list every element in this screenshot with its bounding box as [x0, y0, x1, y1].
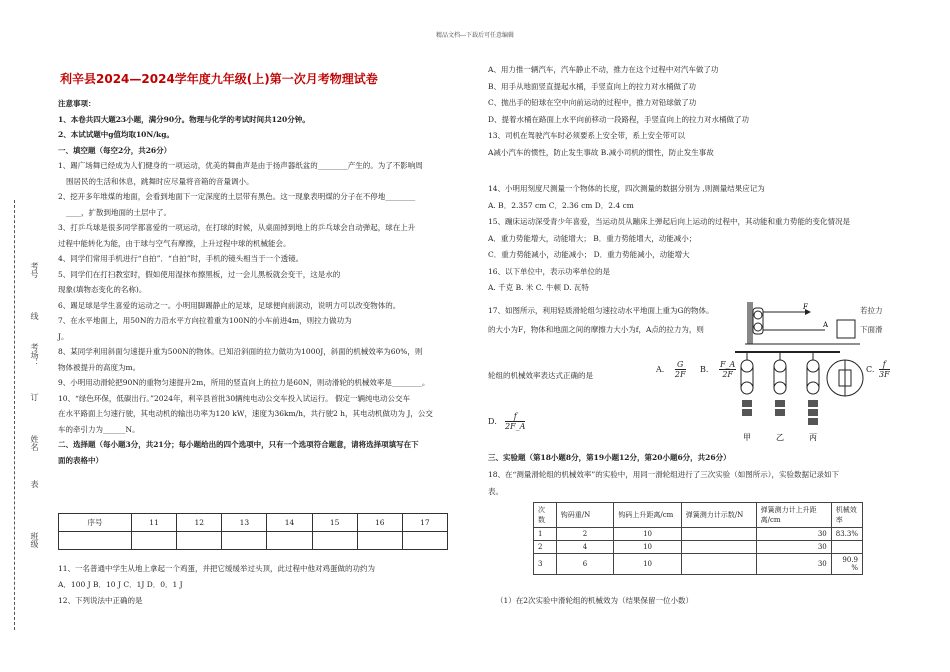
side-label-kaochang: 考场： [30, 343, 39, 367]
q8-line1: 8、某同学利用斜面匀速提升重为500N的物体。已知沿斜面的拉力做功为1000J，斜面的机械效率为60%，则 [58, 347, 423, 356]
answer-table-head-cell: 13 [222, 514, 267, 532]
exp-head-cell: 次数 [534, 503, 557, 528]
answer-table-head-cell: 14 [267, 514, 312, 532]
right-column-mid [488, 181, 928, 297]
answer-table-head-cell: 15 [312, 514, 357, 532]
q14-options: A. B．2.357 cm C．2.36 cm D．2.4 cm [488, 200, 634, 210]
exp-cell: 10 [614, 554, 681, 575]
exp-cell: 4 [556, 541, 614, 554]
pulley-wheel [754, 311, 762, 319]
exp-head-cell: 弹簧测力计上升距离/cm [756, 503, 831, 528]
q17-line1-tail: 若拉力 [860, 306, 883, 315]
side-label-xian: 线 [30, 312, 39, 320]
q10-line1: 10、“绿色环保，低碳出行。”2024年，利辛县首批30辆纯电动公交车投入试运行。 假定一辆纯电动公交车 [58, 393, 410, 403]
answer-table-head-cell: 序号 [59, 514, 132, 532]
weight [808, 400, 818, 407]
pulley-systems-figure [735, 348, 865, 443]
q13-options: A减小汽车的惯性，防止发生事故 B.减小司机的惯性，防止发生事故 [488, 147, 714, 157]
label-bing: 丙 [809, 433, 817, 442]
exp-cell: 6 [556, 554, 614, 575]
q15-options-cd: C．重力势能减小，动能减小； D．重力势能减小，动能增大 [488, 250, 690, 259]
fraction-c: $\frac{f}{3F}$ [878, 360, 890, 379]
q7-line2: J。 [58, 331, 69, 341]
pulley-wheel [741, 382, 753, 394]
answer-cell[interactable] [59, 532, 132, 550]
pulley-wheel [741, 360, 753, 372]
notice-1: 1、本卷共四大题23小题，满分90分。物理与化学的考试时间共120分钟。 [58, 114, 310, 124]
exp-cell: 30 [756, 528, 831, 541]
q17-line2: 的大小为F，物体和地面之间的摩擦力大小为f，A点的拉力为，则 [488, 325, 704, 334]
q11: 11、一名普通中学生从地上拿起一个鸡蛋，并把它缓缓举过头顶，此过程中他对鸡蛋做的功约为 [58, 564, 376, 573]
side-label-class: 班级 [30, 532, 39, 548]
answer-table [58, 513, 448, 550]
label-A: A [823, 321, 829, 329]
exp-cell: 10 [614, 541, 681, 554]
q11-options: A．100 J B．10 J C．1J D．0．1 J [58, 580, 183, 589]
q18-line1: 18、在“测量滑轮组的机械效率”的实验中，用同一滑轮组进行了三次实验（如图所示），实验数据记录如下 [488, 470, 839, 479]
q1-line2: 围居民的生活和休息，跳舞时应尽量将音箱的音量调小。 [66, 176, 254, 186]
q8-line2: 物体被提升的高度为m。 [58, 362, 141, 372]
q2-line1: 2、挖开多年堆煤的地面，会看到地面下一定深度的土层带有黑色。这一现象表明煤的分子在不停地________ [58, 192, 416, 201]
q9: 9、小明用动滑轮把90N的重物匀速提升2m，所用的竖直向上的拉力是60N，则动滑轮的机械效率是________。 [58, 378, 430, 387]
exp-head-cell: 弹簧测力计示数/N [681, 503, 756, 528]
q15-options-ab: A．重力势能增大，动能增大； B．重力势能增大，动能减小； [488, 233, 697, 243]
experiment-table-header [534, 503, 863, 528]
q3-line1: 3、打乒乓球是很多同学都喜爱的一项运动，在打球的时候，从桌面掉到地上的乒乓球会自动弹起，球在上升 [58, 223, 416, 232]
q17-option-b: B. $\frac{F\_A}{2F}$ [700, 360, 736, 379]
weight [742, 409, 752, 416]
exp-cell[interactable] [681, 554, 756, 575]
q17-line1: 17、如图所示，利用轻质滑轮组匀速拉动水平地面上重为G的物体。 [488, 306, 714, 315]
object-block [837, 320, 855, 338]
q7-line1: 7、在水平地面上，用50N的力沿水平方向拉着重为100N的小车前进4m，则拉力做功为 [58, 316, 352, 325]
exp-cell: 1 [534, 528, 557, 541]
label-yi: 乙 [776, 433, 784, 442]
q17-option-c: C. $\frac{f}{3F}$ [866, 360, 890, 379]
answer-cell[interactable] [177, 532, 222, 550]
answer-cell[interactable] [267, 532, 312, 550]
exp-head-cell: 钩码重/N [556, 503, 614, 528]
notice-title: 注意事项： [58, 99, 96, 108]
answer-table-head-cell: 17 [402, 514, 447, 532]
section-1-heading: 一、填空题（每空2分，共26分） [58, 145, 172, 155]
q12-option-b: B、用手从地面竖直提起水桶，手竖直向上的拉力对水桶做了功 [488, 81, 697, 91]
q12-option-c: C、抛出手的铅球在空中向前运动的过程中，推力对铅球做了功 [488, 98, 697, 107]
answer-cell[interactable] [357, 532, 402, 550]
pulley-wheel [807, 360, 819, 372]
pulley-frame [753, 308, 763, 334]
binding-line [14, 200, 15, 630]
q5-line2: 现象(填物态变化的名称)。 [58, 285, 147, 294]
q15-stem: 15、蹦床运动深受青少年喜爱，当运动员从蹦床上弹起后向上运动的过程中，其动能和重力势能的变化情况是 [488, 217, 851, 226]
answer-table-head-cell: 12 [177, 514, 222, 532]
side-label-kaohao: 考号 [30, 262, 39, 278]
pulley-wheel [754, 323, 762, 331]
q17-line2-tail: 下面滑 [860, 325, 883, 334]
answer-table-head-cell: 16 [357, 514, 402, 532]
weight [775, 400, 785, 407]
fraction-d: $\frac{f}{2F\_A}$ [504, 412, 526, 431]
pulley-wheel [807, 382, 819, 394]
right-column-top [488, 62, 928, 161]
q6: 6、踢足球是学生喜爱的运动之一。小明用脚踢静止的足球，足球便向前滚动，说明力可以改变物体的。 [58, 300, 401, 310]
experiment-table-row [534, 554, 863, 575]
weight [808, 418, 818, 425]
experiment-table-row [534, 528, 863, 541]
notice-2: 2、本试试题中g值均取10N/kg。 [58, 130, 174, 139]
q16-options: A. 千克 B. 米 C. 牛顿 D. 瓦特 [488, 283, 589, 292]
q14-stem: 14、小明用刻度尺测量一个物体的长度，四次测量的数据分别为 ,则测量结果应记为 [488, 184, 765, 193]
q17-line3: 轮组的机械效率表达式正确的是 [488, 371, 593, 380]
q17-option-d: D． $\frac{f}{2F\_A}$ [488, 412, 526, 431]
q10-line2: 在水平路面上匀速行驶，其电动机的输出功率为120 kW，速度为36km/h，共行驶2 h，其电动机做功为 J，公交 [58, 409, 433, 418]
exp-cell: 2 [556, 528, 614, 541]
q12-option-a: A、用力推一辆汽车，汽车静止不动，推力在这个过程中对汽车做了功 [488, 65, 719, 74]
side-label-name: 姓名 [30, 435, 39, 451]
exp-cell[interactable] [831, 541, 862, 554]
q3-line2: 过程中能转化为能，由于球与空气有摩擦，上升过程中球的机械能会。 [58, 238, 291, 248]
q13-stem: 13、司机在驾驶汽车时必须要系上安全带，系上安全带可以 [488, 131, 686, 140]
section-3-heading: 三、实验题（第18小题8分，第19小题12分，第20小题6分，共26分） [488, 453, 731, 462]
exp-cell: 10 [614, 528, 681, 541]
exp-cell: 3 [534, 554, 557, 575]
answer-table-blank-row [59, 532, 448, 550]
exp-head-cell: 机械效率 [831, 503, 862, 528]
pulley-wheel [774, 382, 786, 394]
fraction-b: $\frac{F\_A}{2F}$ [719, 360, 736, 379]
weight [775, 409, 785, 416]
q17-option-a: A. $\frac{G}{2F}$ [656, 360, 686, 379]
exp-head-cell: 钩码上升距离/cm [614, 503, 681, 528]
left-column [58, 96, 463, 468]
experiment-table-row [534, 541, 863, 554]
exp-cell: 90.9 % [831, 554, 862, 575]
answer-table-head-cell: 11 [132, 514, 177, 532]
q12-option-d: D、提着水桶在路面上水平向前移动一段路程，手竖直向上的拉力对水桶做了功 [488, 114, 750, 124]
answer-cell[interactable] [402, 532, 447, 550]
q12-stem: 12、下列说法中正确的是 [58, 596, 143, 605]
q18-part1: （1）在2次实验中滑轮组的机械效为（结果保留一位小数） [496, 596, 694, 605]
q4: 4、同学们常用手机进行“自拍”．“自拍”时，手机的镜头相当于一个透镜。 [58, 254, 304, 263]
exp-cell: 83.3% [831, 528, 862, 541]
page-header: 精品文档---下载后可任意编辑 [435, 32, 515, 39]
q1-line1: 1、踢广场舞已经成为人们健身的一项运动，优美的舞曲声是由于扬声器纸盆的________产生的。为了不影响周 [58, 161, 423, 170]
exp-cell: 2 [534, 541, 557, 554]
experiment-table [533, 502, 863, 575]
section-2-heading-line2: 面的表格中） [58, 455, 103, 465]
q2-line2: ____，扩散到地面的土层中了。 [66, 207, 171, 217]
answer-cell[interactable] [222, 532, 267, 550]
q5-line1: 5、同学们在打扫教室时，假如使用湿抹布擦黑板，过一会儿黑板就会变干，这是水的 [58, 269, 341, 279]
exp-cell[interactable] [681, 541, 756, 554]
weight [808, 409, 818, 416]
wall [747, 302, 753, 344]
q17-pulley-diagram [745, 298, 860, 348]
pulley-wheel [774, 360, 786, 372]
answer-table-header-row [59, 514, 448, 532]
weight [742, 400, 752, 407]
exp-cell: 30 [756, 541, 831, 554]
exp-cell[interactable] [681, 528, 756, 541]
side-label-biao: 表 [30, 480, 39, 488]
exam-title: 利辛县2024—2024学年度九年级(上)第一次月考物理试卷 [60, 72, 378, 86]
q16-stem: 16、以下单位中，表示功率单位的是 [488, 266, 611, 276]
label-F: F [803, 303, 808, 311]
side-label-ding: 订 [30, 393, 39, 401]
answer-cell[interactable] [132, 532, 177, 550]
exp-cell: 30 [756, 554, 831, 575]
q18-line2: 表。 [488, 487, 503, 496]
fraction-a: $\frac{G}{2F}$ [674, 360, 686, 379]
section-2-heading-line1: 二、选择题（每小题3分，共21分；每小题给出的四个选项中，只有一个选项符合题意，请将选择项填写在下 [58, 440, 419, 449]
section-3 [488, 449, 933, 500]
label-jia: 甲 [743, 433, 751, 442]
answer-cell[interactable] [312, 532, 357, 550]
left-column-bottom [58, 561, 463, 609]
q10-line3: 车的牵引力为______N。 [58, 424, 140, 434]
